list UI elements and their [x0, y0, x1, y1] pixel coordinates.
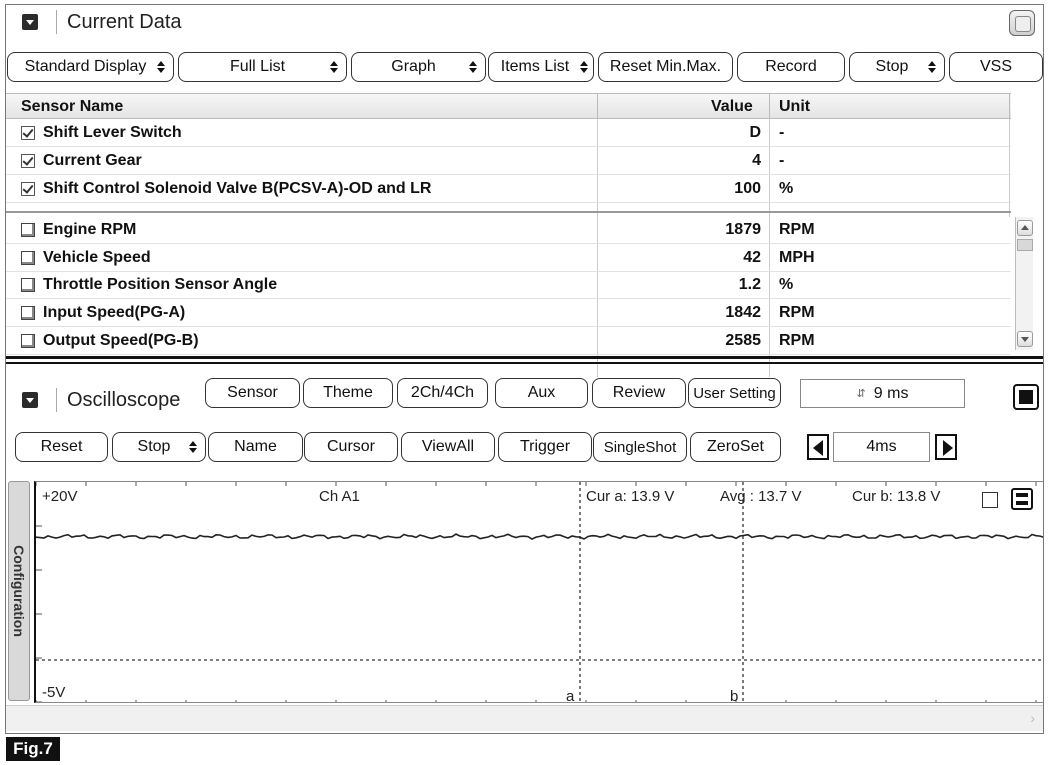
- sensor-name: Current Gear: [43, 152, 142, 169]
- timebase-decrease-icon[interactable]: [807, 434, 829, 460]
- reset-button[interactable]: Reset: [15, 432, 108, 462]
- sensor-value: 42: [743, 249, 761, 266]
- sensor-unit: RPM: [779, 332, 815, 349]
- current-data-title: Current Data: [67, 10, 182, 33]
- column-unit[interactable]: Unit: [779, 98, 811, 115]
- stop-select[interactable]: [849, 52, 945, 82]
- theme-button[interactable]: Theme: [303, 378, 393, 408]
- column-divider: [1009, 94, 1010, 118]
- oscilloscope-header: [6, 383, 180, 417]
- scroll-thumb[interactable]: [1017, 239, 1033, 251]
- sensor-value: 2585: [725, 332, 761, 349]
- updown-icon: [469, 61, 477, 73]
- sensor-name: Vehicle Speed: [43, 249, 151, 266]
- current-data-header: [6, 5, 182, 39]
- average-readout: Avg : 13.7 V: [720, 488, 802, 505]
- full-list-label: Full List: [229, 58, 286, 75]
- items-list-select[interactable]: [488, 52, 594, 82]
- trigger-button[interactable]: Trigger: [498, 432, 592, 462]
- channels-button[interactable]: 2Ch/4Ch: [397, 378, 488, 408]
- timebase-field[interactable]: [833, 432, 930, 462]
- channel-label: Ch A1: [319, 488, 360, 505]
- timebase-value: 4ms: [866, 438, 897, 455]
- aux-button[interactable]: Aux: [495, 378, 588, 408]
- column-sensor-name[interactable]: Sensor Name: [21, 98, 124, 115]
- stop-label: Stop: [875, 58, 909, 75]
- header-separator: [56, 388, 57, 412]
- app-window: [5, 4, 1044, 734]
- sensor-unit: %: [779, 276, 794, 293]
- fullscreen-icon[interactable]: [1013, 384, 1039, 410]
- configuration-label: Configuration: [11, 545, 27, 637]
- sensor-unit: RPM: [779, 221, 815, 238]
- row-checkbox[interactable]: [21, 278, 35, 292]
- scroll-right-icon[interactable]: ›: [1030, 710, 1035, 726]
- sensor-button[interactable]: Sensor: [205, 378, 300, 408]
- grid-header: [6, 93, 1011, 119]
- singleshot-button[interactable]: SingleShot: [593, 432, 687, 462]
- scroll-up-icon[interactable]: [1017, 220, 1033, 236]
- sensor-name: Shift Control Solenoid Valve B(PCSV-A)-OD and LR: [43, 180, 432, 197]
- row-checkbox[interactable]: [21, 334, 35, 348]
- time-range-icon: ⇵: [856, 387, 866, 400]
- graph-select[interactable]: [351, 52, 486, 82]
- collapse-current-data-icon[interactable]: [22, 14, 38, 30]
- cursor-a-marker[interactable]: a: [566, 688, 575, 703]
- table-row[interactable]: [6, 328, 1011, 355]
- cursor-b-marker[interactable]: b: [730, 688, 739, 703]
- sensor-name: Input Speed(PG-A): [43, 304, 186, 321]
- stop-select[interactable]: [112, 432, 206, 462]
- cursor-a-readout: Cur a: 13.9 V: [586, 488, 675, 505]
- standard-display-select[interactable]: [7, 52, 174, 82]
- collapse-oscilloscope-icon[interactable]: [22, 392, 38, 408]
- sensor-unit: MPH: [779, 249, 815, 266]
- panel-divider: [6, 362, 1043, 364]
- sensor-unit: RPM: [779, 304, 815, 321]
- table-row[interactable]: [6, 272, 1011, 299]
- panel-divider[interactable]: [6, 356, 1043, 359]
- table-row[interactable]: [6, 148, 1011, 175]
- table-row[interactable]: [6, 217, 1011, 244]
- table-row[interactable]: [6, 300, 1011, 327]
- waveform-plot: [36, 482, 1043, 703]
- updown-icon: [330, 61, 338, 73]
- row-checkbox[interactable]: [21, 126, 35, 140]
- cursor-b-readout: Cur b: 13.8 V: [852, 488, 941, 505]
- scroll-down-icon[interactable]: [1017, 331, 1033, 347]
- sensor-unit: %: [779, 180, 794, 197]
- updown-icon: [928, 61, 936, 73]
- oscilloscope-title: Oscilloscope: [67, 388, 181, 411]
- timebase-increase-icon[interactable]: [935, 434, 957, 460]
- time-value: 9 ms: [873, 384, 909, 402]
- sensor-name: Output Speed(PG-B): [43, 332, 199, 349]
- grid-scrollbar[interactable]: [1015, 217, 1033, 350]
- y-axis-bottom-label: -5V: [42, 684, 66, 701]
- scope-menu-icon[interactable]: [1011, 488, 1033, 510]
- graph-label: Graph: [391, 58, 436, 75]
- figure-label: Fig.7: [6, 737, 60, 761]
- updown-icon: [189, 441, 197, 453]
- window-toggle-icon[interactable]: [1009, 10, 1035, 36]
- column-divider: [769, 94, 770, 118]
- review-button[interactable]: Review: [592, 378, 686, 408]
- items-list-label: Items List: [500, 58, 570, 75]
- reset-minmax-button[interactable]: Reset Min.Max.: [598, 52, 733, 82]
- channel-checkbox[interactable]: [982, 492, 998, 508]
- row-checkbox[interactable]: [21, 182, 35, 196]
- table-row[interactable]: [6, 176, 1011, 203]
- user-setting-button[interactable]: User Setting: [688, 378, 781, 408]
- row-checkbox[interactable]: [21, 306, 35, 320]
- standard-display-label: Standard Display: [24, 58, 147, 75]
- sensor-name: Throttle Position Sensor Angle: [43, 276, 278, 293]
- column-divider: [597, 94, 598, 118]
- sensor-value: 4: [752, 152, 761, 169]
- row-checkbox[interactable]: [21, 251, 35, 265]
- y-axis-top-label: +20V: [42, 488, 78, 505]
- cursor-button[interactable]: Cursor: [304, 432, 398, 462]
- column-value[interactable]: Value: [711, 98, 753, 115]
- table-row[interactable]: [6, 120, 1011, 147]
- stop-label: Stop: [137, 438, 171, 455]
- name-button[interactable]: Name: [208, 432, 303, 462]
- selected-section-end: [6, 203, 1011, 213]
- sensor-value: 1842: [725, 304, 761, 321]
- sensor-value: D: [749, 124, 761, 141]
- sensor-unit: -: [779, 124, 785, 141]
- oscilloscope-screen[interactable]: [34, 481, 1043, 703]
- header-separator: [56, 10, 57, 34]
- vss-button[interactable]: VSS: [949, 52, 1043, 82]
- updown-icon: [157, 61, 165, 73]
- sensor-name: Engine RPM: [43, 221, 137, 238]
- sensor-value: 100: [734, 180, 761, 197]
- row-checkbox[interactable]: [21, 154, 35, 168]
- row-checkbox[interactable]: [21, 223, 35, 237]
- viewall-button[interactable]: ViewAll: [401, 432, 495, 462]
- configuration-tab[interactable]: [8, 481, 30, 701]
- sensor-value: 1.2: [738, 276, 761, 293]
- updown-icon: [580, 61, 588, 73]
- horizontal-scrollbar[interactable]: [6, 705, 1043, 731]
- record-button[interactable]: Record: [737, 52, 845, 82]
- zeroset-button[interactable]: ZeroSet: [690, 432, 781, 462]
- sensor-unit: -: [779, 152, 785, 169]
- full-list-select[interactable]: [178, 52, 347, 82]
- time-readout: [800, 379, 965, 408]
- sensor-name: Shift Lever Switch: [43, 124, 182, 141]
- channel-a1-waveform: [36, 534, 1043, 539]
- sensor-value: 1879: [725, 221, 761, 238]
- table-row[interactable]: [6, 245, 1011, 272]
